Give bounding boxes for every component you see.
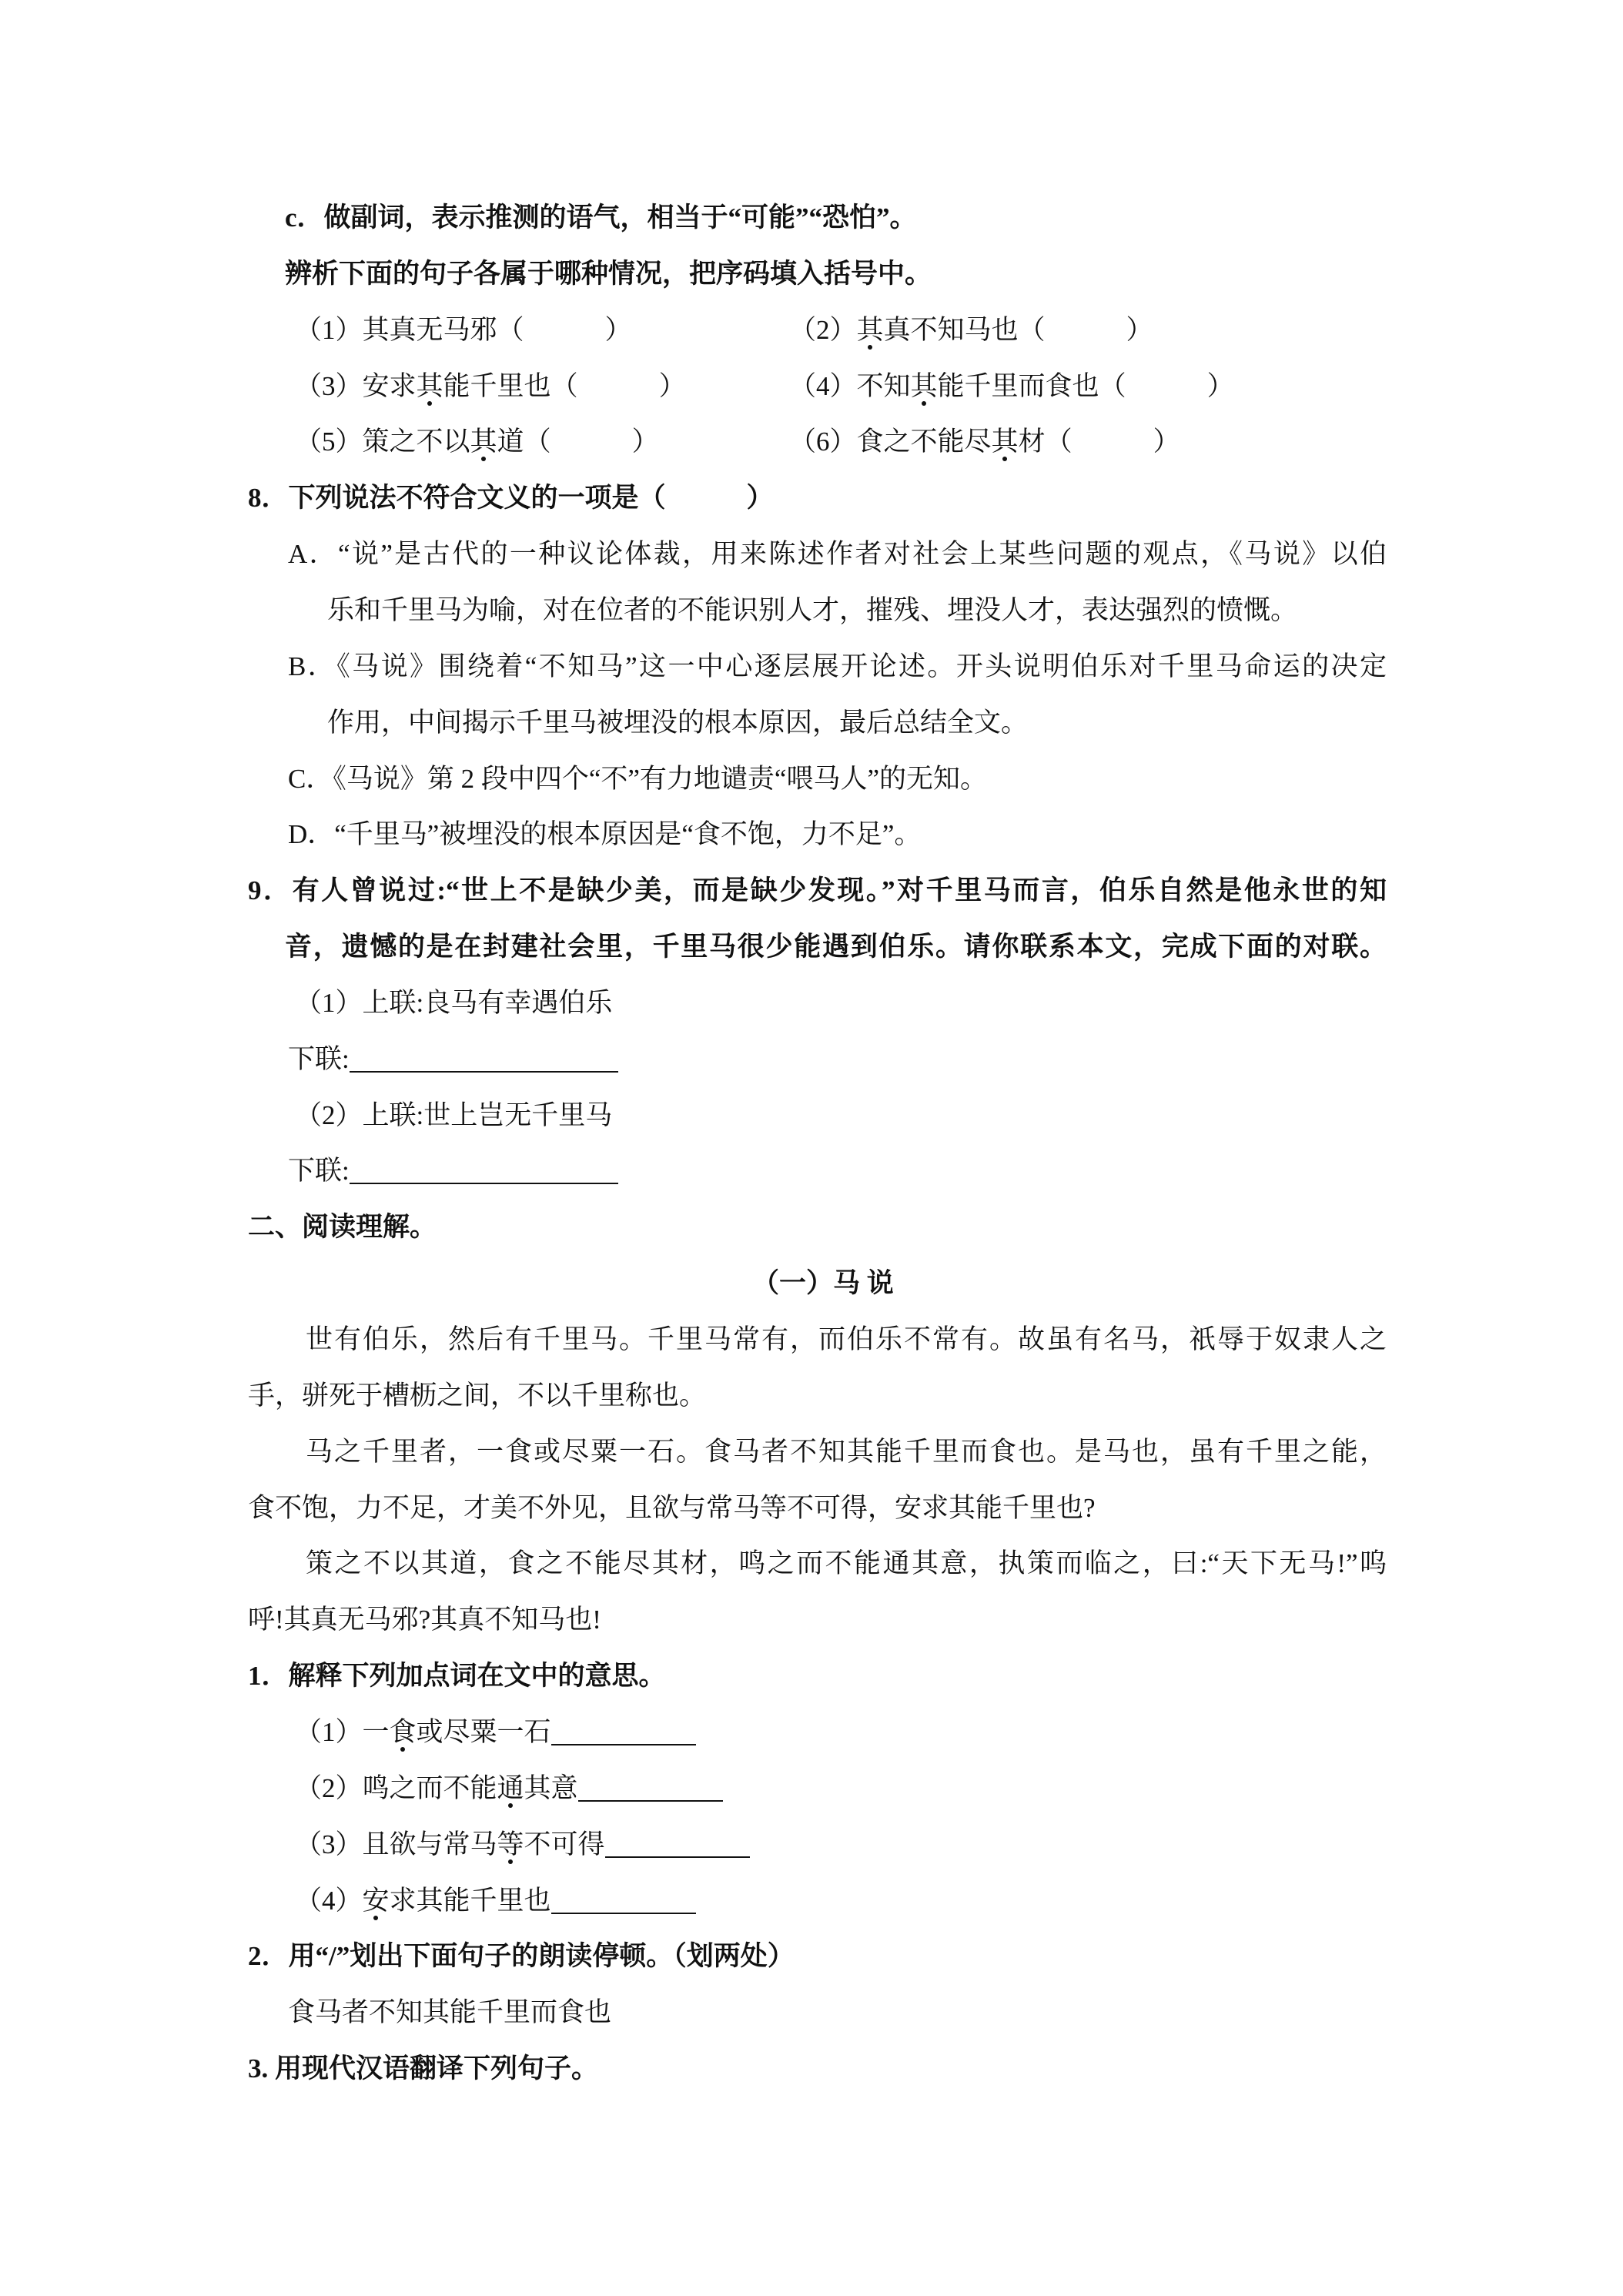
- q9-stem-line-2: 音，遗憾的是在封建社会里，千里马很少能遇到伯乐。请你联系本文，完成下面的对联。: [285, 932, 1387, 962]
- passage-title: （一）马 说: [752, 1268, 894, 1298]
- answer-blank: [350, 1160, 618, 1184]
- item-text-pre: 鸣之而不能: [362, 1773, 497, 1803]
- item-number: （5）: [295, 427, 363, 457]
- item-text-post: 能千里而食也: [937, 371, 1099, 401]
- q8-option-a-line-2: 乐和千里马为喻，对在位者的不能识别人才，摧残、埋没人才，表达强烈的愤慨。: [327, 595, 1298, 625]
- item-number: （6）: [789, 427, 857, 457]
- item-text-post: 不可得: [524, 1829, 605, 1859]
- emphasis-dotted-char: 等: [497, 1816, 524, 1873]
- q9-couplet-2-lower: [288, 1143, 618, 1199]
- answer-blank: [605, 1833, 750, 1858]
- rq1-stem: 1．解释下列加点词在文中的意思。: [248, 1661, 666, 1691]
- rq2-sentence: 食马者不知其能千里而食也: [288, 1997, 612, 2027]
- lower-couplet-label: 下联:: [288, 1156, 350, 1186]
- emphasis-dotted-char: 其: [470, 413, 497, 470]
- item-number: （3）: [295, 1829, 363, 1859]
- answer-parentheses: （ ）: [497, 315, 632, 345]
- answer-blank: [551, 1889, 696, 1914]
- item-text-post: 真不知马也: [883, 315, 1019, 345]
- emphasis-dotted-char: 其: [911, 358, 938, 414]
- item-number: （1）: [295, 1717, 363, 1747]
- item-text-pre: 不知: [856, 371, 911, 401]
- item-number: （3）: [295, 371, 363, 401]
- q7-c-definition: c．做副词，表示推测的语气，相当于“可能”“恐怕”。: [285, 202, 917, 233]
- answer-parentheses: （ ）: [550, 371, 686, 401]
- rq1-item-2: [295, 1760, 723, 1816]
- passage-p2-line-2: 食不饱，力不足，才美不外见，且欲与常马等不可得，安求其能千里也?: [248, 1493, 1096, 1523]
- emphasis-dotted-char: 食: [390, 1704, 417, 1760]
- item-text-pre: 一: [362, 1717, 390, 1747]
- passage-p3-line-1: 策之不以其道，食之不能尽其材，鸣之而不能通其意，执策而临之，曰:“天下无马!”呜: [306, 1548, 1387, 1578]
- passage-p3-line-2: 呼!其真无马邪?其真不知马也!: [248, 1605, 601, 1635]
- emphasis-dotted-char: 通: [497, 1760, 524, 1816]
- item-number: （4）: [789, 371, 857, 401]
- q7-item-6: [789, 413, 1180, 470]
- section-heading: 二、阅读理解。: [248, 1212, 437, 1242]
- q7-item-4: [789, 358, 1234, 414]
- item-number: （1）: [295, 315, 363, 345]
- rq3-stem: 3. 用现代汉语翻译下列句子。: [248, 2053, 599, 2083]
- item-text-post: 能千里也: [443, 371, 551, 401]
- emphasis-dotted-char: 其: [992, 413, 1019, 470]
- lower-couplet-label: 下联:: [288, 1044, 350, 1074]
- passage-p1-line-2: 手，骈死于槽枥之间，不以千里称也。: [248, 1381, 707, 1411]
- item-text: 其真无马邪: [362, 315, 497, 345]
- q7-item-2: [789, 302, 1153, 358]
- q9-stem-line-1: 9．有人曾说过:“世上不是缺少美，而是缺少发现。”对千里马而言，伯乐自然是他永世的知: [248, 875, 1387, 905]
- item-text-pre: 安求: [362, 371, 417, 401]
- item-text-post: 其意: [524, 1773, 578, 1803]
- item-number: （4）: [295, 1886, 363, 1916]
- q8-option-d: D．“千里马”被埋没的根本原因是“食不饱，力不足”。: [288, 819, 922, 849]
- passage-p1-line-1: 世有伯乐，然后有千里马。千里马常有，而伯乐不常有。故虽有名马，祇辱于奴隶人之: [306, 1324, 1387, 1354]
- answer-blank: [578, 1777, 723, 1802]
- q7-item-3: [295, 358, 686, 414]
- item-text-pre: 且欲与常马: [362, 1829, 497, 1859]
- q8-option-b-line-2: 作用，中间揭示千里马被埋没的根本原因，最后总结全文。: [327, 708, 1029, 738]
- q7-item-5: [295, 413, 659, 470]
- emphasis-dotted-char: 其: [857, 302, 884, 358]
- q8-stem: 8．下列说法不符合文义的一项是（ ）: [248, 483, 774, 513]
- item-text-pre: 策之不以: [362, 427, 470, 457]
- q8-option-c: C．《马说》第 2 段中四个“不”有力地谴责“喂马人”的无知。: [288, 764, 987, 794]
- q9-couplet-2-upper: （2）上联:世上岂无千里马: [295, 1100, 613, 1130]
- emphasis-dotted-char: 其: [417, 358, 443, 414]
- rq1-item-4: [295, 1873, 696, 1929]
- item-text-post: 求其能千里也: [389, 1886, 551, 1916]
- passage-p2-line-1: 马之千里者，一食或尽粟一石。食马者不知其能千里而食也。是马也，虽有千里之能，: [306, 1437, 1387, 1467]
- q9-couplet-1-lower: [288, 1031, 618, 1087]
- q7-instruction: 辨析下面的句子各属于哪种情况，把序码填入括号中。: [285, 259, 932, 289]
- answer-parentheses: （ ）: [1045, 427, 1180, 457]
- q8-option-b-line-1: B．《马说》围绕着“不知马”这一中心逐层展开论述。开头说明伯乐对千里马命运的决定: [288, 651, 1387, 681]
- item-text-post: 道: [497, 427, 524, 457]
- emphasis-dotted-char: 安: [363, 1873, 390, 1929]
- rq2-stem: 2．用“/”划出下面句子的朗读停顿。（划两处）: [248, 1941, 795, 1971]
- item-number: （2）: [789, 315, 857, 345]
- answer-blank: [350, 1048, 618, 1073]
- answer-parentheses: （ ）: [524, 427, 659, 457]
- answer-blank: [551, 1721, 696, 1745]
- rq1-item-3: [295, 1816, 750, 1873]
- item-text-post: 材: [1018, 427, 1046, 457]
- answer-parentheses: （ ）: [1099, 371, 1234, 401]
- item-text-post: 或尽粟一石: [416, 1717, 551, 1747]
- rq1-item-1: [295, 1704, 696, 1760]
- q7-item-1: [295, 302, 632, 358]
- answer-parentheses: （ ）: [1018, 315, 1153, 345]
- q8-option-a-line-1: A．“说”是古代的一种议论体裁，用来陈述作者对社会上某些问题的观点，《马说》以伯: [288, 539, 1387, 569]
- q9-couplet-1-upper: （1）上联:良马有幸遇伯乐: [295, 988, 613, 1018]
- item-number: （2）: [295, 1773, 363, 1803]
- item-text-pre: 食之不能尽: [856, 427, 992, 457]
